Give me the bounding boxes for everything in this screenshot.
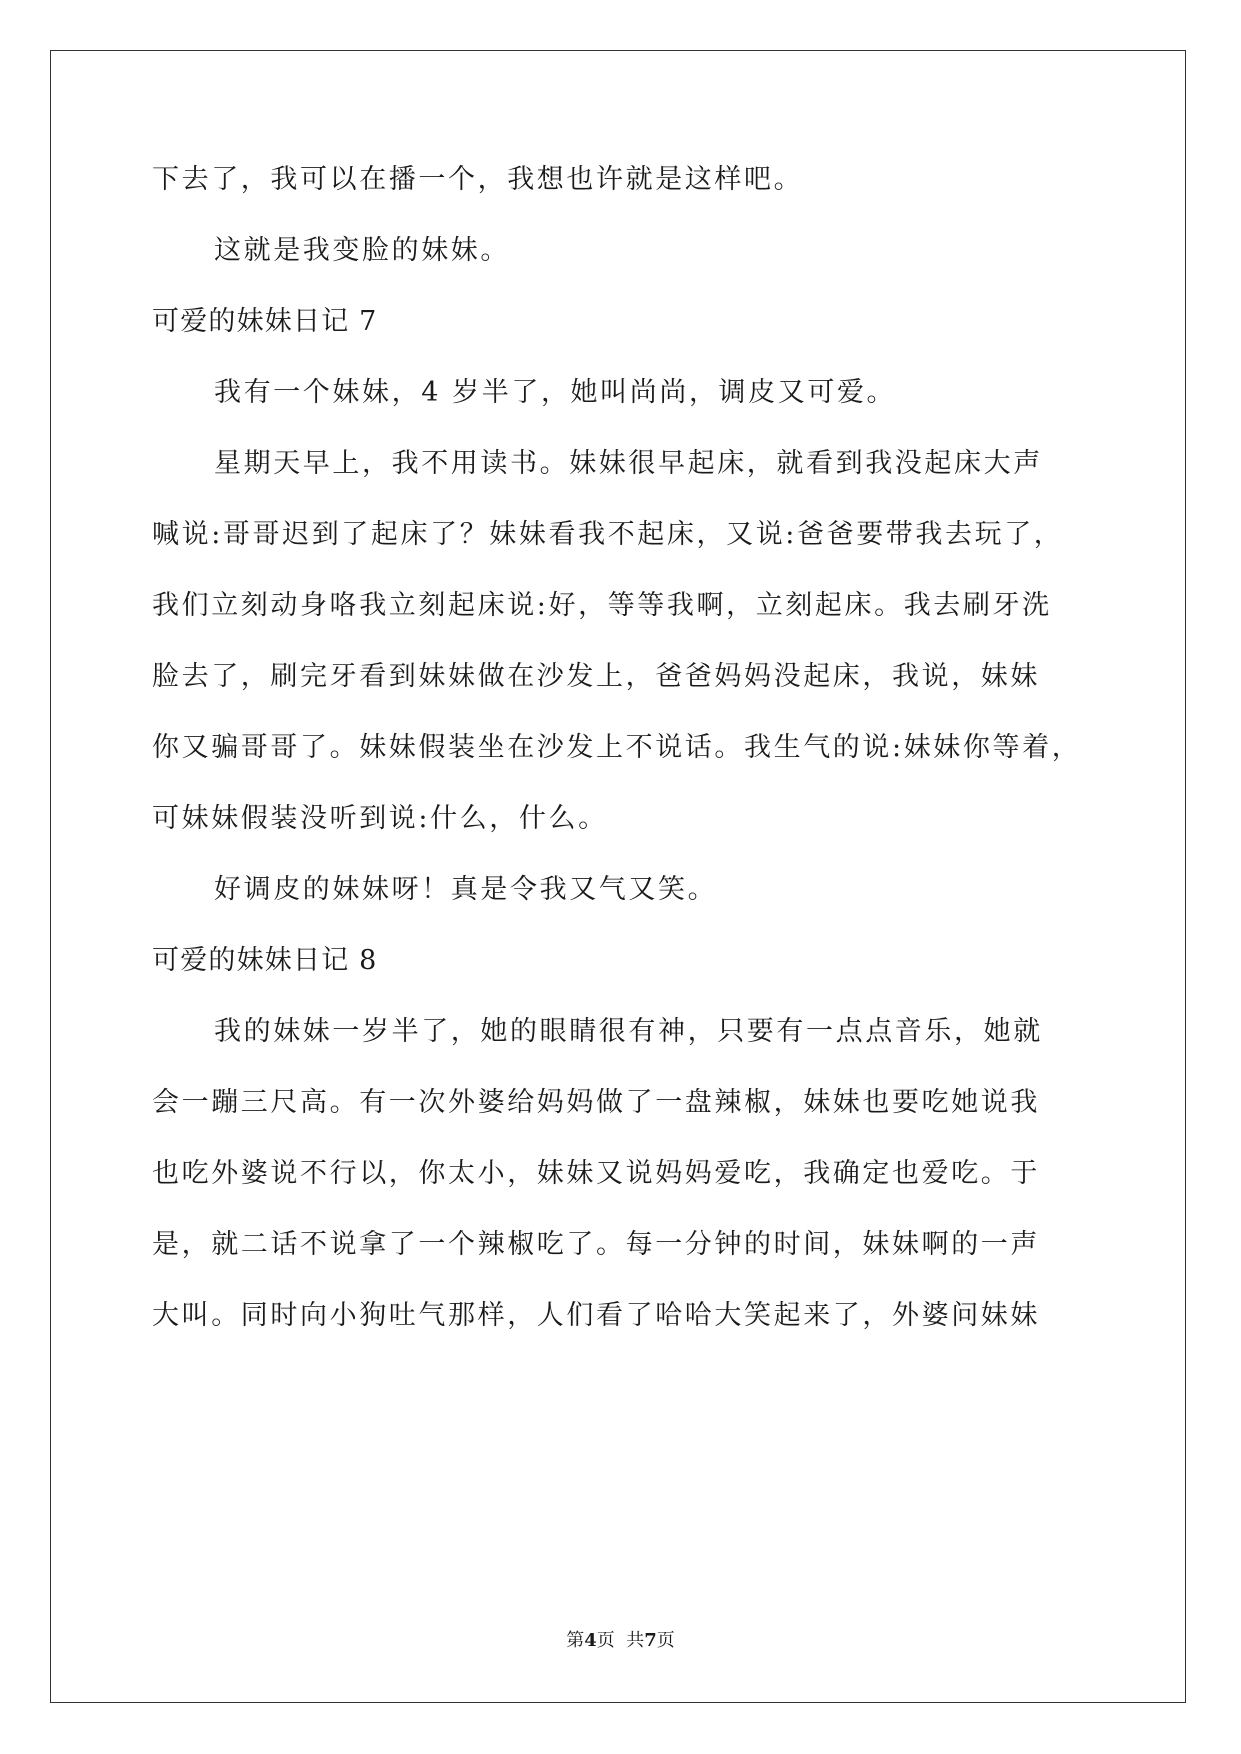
footer-prefix: 第 xyxy=(566,1630,585,1651)
paragraph-line: 这就是我变脸的妹妹。 xyxy=(214,235,510,266)
paragraph-line: 是，就二话不说拿了一个辣椒吃了。每一分钟的时间，妹妹啊的一声 xyxy=(152,1229,1040,1260)
section-heading: 可爱的妹妹日记 7 xyxy=(152,306,378,337)
paragraph-line: 你又骗哥哥了。妹妹假装坐在沙发上不说话。我生气的说:妹妹你等着， xyxy=(152,732,1082,763)
page-footer xyxy=(0,1626,1241,1652)
paragraph-line: 可妹妹假装没听到说:什么，什么。 xyxy=(152,803,608,834)
paragraph-line: 会一蹦三尺高。有一次外婆给妈妈做了一盘辣椒，妹妹也要吃她说我 xyxy=(152,1087,1040,1118)
paragraph-line: 我有一个妹妹，4 岁半了，她叫尚尚，调皮又可爱。 xyxy=(214,377,897,408)
paragraph-line: 也吃外婆说不行以，你太小，妹妹又说妈妈爱吃，我确定也爱吃。于 xyxy=(152,1158,1040,1189)
total-pages-number: 7 xyxy=(644,1630,657,1651)
paragraph-line: 我们立刻动身咯我立刻起床说:好，等等我啊，立刻起床。我去刷牙洗 xyxy=(152,590,1052,621)
footer-suffix: 页 xyxy=(656,1630,675,1651)
paragraph-line: 喊说:哥哥迟到了起床了？妹妹看我不起床，又说:爸爸要带我去玩了， xyxy=(152,519,1064,550)
footer-middle: 页 共 xyxy=(596,1630,645,1651)
section-heading: 可爱的妹妹日记 8 xyxy=(152,945,378,976)
paragraph-line: 我的妹妹一岁半了，她的眼睛很有神，只要有一点点音乐，她就 xyxy=(214,1016,1043,1047)
current-page-number: 4 xyxy=(584,1630,597,1651)
paragraph-line: 下去了，我可以在播一个，我想也许就是这样吧。 xyxy=(152,164,804,195)
paragraph-line: 星期天早上，我不用读书。妹妹很早起床，就看到我没起床大声 xyxy=(214,448,1043,479)
paragraph-line: 好调皮的妹妹呀！真是令我又气又笑。 xyxy=(214,874,718,905)
paragraph-line: 脸去了，刷完牙看到妹妹做在沙发上，爸爸妈妈没起床，我说，妹妹 xyxy=(152,661,1040,692)
paragraph-line: 大叫。同时向小狗吐气那样，人们看了哈哈大笑起来了，外婆问妹妹 xyxy=(152,1300,1040,1331)
